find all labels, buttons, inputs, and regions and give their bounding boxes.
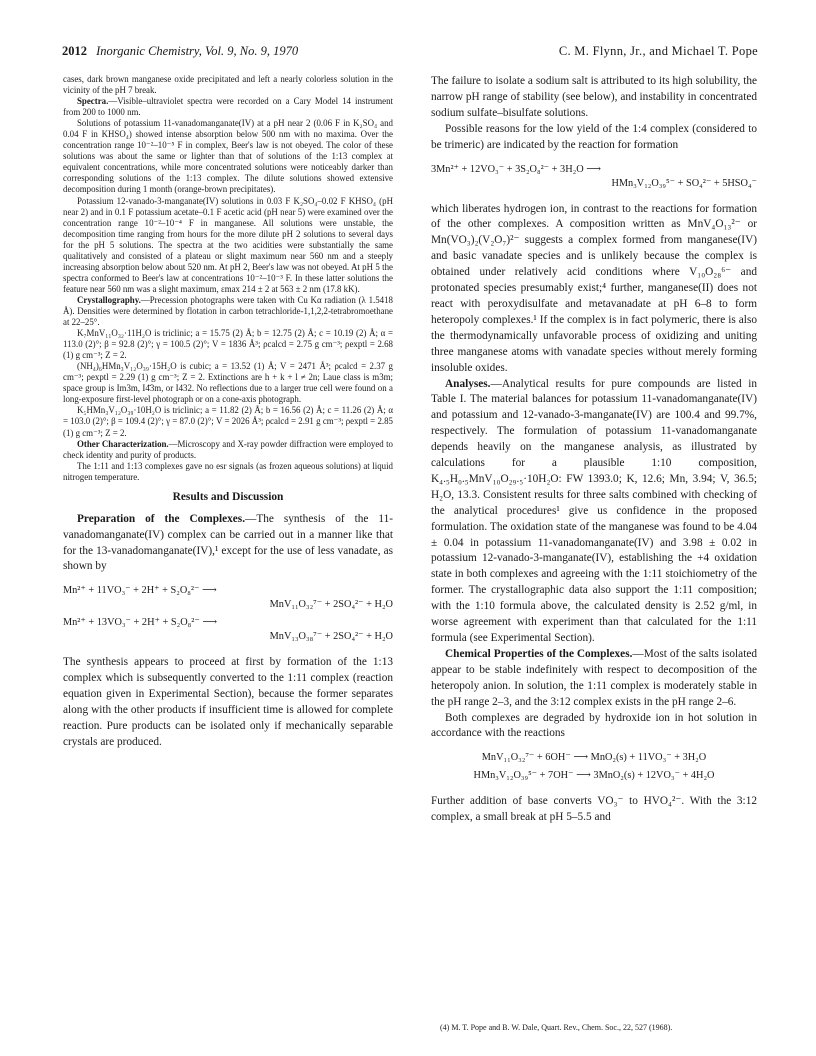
run-in-heading-analyses: Analyses. xyxy=(445,377,491,390)
paragraph: —The synthesis of the 11-vanadomanganate(IV) complex can be carried out in a manner like that for the 13-vanadomanganate(IV),¹ except for the use of less vanadate, as shown by xyxy=(63,512,393,573)
paragraph: Potassium 12-vanado-3-manganate(IV) solutions in 0.03 F K₂SO₄–0.02 F KHSO₄ (pH near 2) and in 0.1 F potassium acetate–0.1 F acetic acid (pH near 5) were examined over the concentration range 10⁻²–10⁻⁴ F in manganese. All solutions were unstable, the decomposition time ranging from hours for the more dilute pH 2 solutions to several days for the pH 5 solutions. The spectra at the two acidities were substantially the same qualitatively and consisted of a plateau or slight maximum near 560 nm and a steeply increasing absorption below about 520 nm. At pH 2, Beer's law was not obeyed. At pH 5 the spectra conformed to Beer's law at concentrations 10⁻²–10⁻³ F. In these latter solutions the feature near 560 nm was a slight maximum, εmax 214 ± 2 at 563 ± 2 nm (17.8 kK). xyxy=(63,195,393,294)
paragraph: cases, dark brown manganese oxide precipitated and left a nearly colorless solution in the vicinity of the pH 7 break. xyxy=(63,74,393,96)
paragraph: —Most of the salts isolated appear to be stable indefinitely with respect to decomposition of the heteropoly anion. In solution, the 1:11 complex is moderately stable in the pH range 2–3, and the 3:12 complex exists in the pH range 2–6. xyxy=(431,647,757,708)
paragraph: The synthesis appears to proceed at first by formation of the 1:13 complex which is subsequently converted to the 1:11 complex (reaction equation given in Experimental Section), because the former separates along with the other products if insufficient time is allowed for complete reaction. Pure products can be isolated only if mechanically separable crystals are produced. xyxy=(63,656,393,748)
paragraph: Further addition of base converts VO₃⁻ to HVO₄²⁻. With the 3:12 complex, a small break at pH 5–5.5 and xyxy=(431,795,757,824)
running-header xyxy=(62,44,758,62)
paragraph: —Analytical results for pure compounds are listed in Table I. The material balances for potassium 11-vanadomanganate(IV) and potassium and 12-vanado-3-manganate(IV) are 100.4 and 99.7%, respectively. The formulation of potassium 11-vanadomanganate depends heavily on the manganese analysis, as illustrated by calculations for a plausible 1:10 composition, K₄.₅H₀.₅MnV₁₀O₂₉.₅·10H₂O: FW 1393.0; K, 12.6; Mn, 3.94; V, 36.5; H₂O, 13.3. Consistent results for three salts combined with checking of the analytical procedures¹ give us confidence in the proposed formulation. The oxidation state of the manganese was found to be 4.04 ± 0.04 in potassium 11-vanadomanganate(IV) and 3.98 ± 0.02 in potassium 12-vanado-3-manganate(IV), establishing the +4 oxidation state in both complexes and agreeing with the 1:11 stoichiometry of the former. The crystallographic data also support the 1:11 composition; with the 1:10 formula above, the calculated density is 2.52 g/ml, in worse agreement with experiment than that calculated for the 1:11 formula (see Experimental Section). xyxy=(431,377,757,644)
equation: HMn₃V₁₂O₃₉⁵⁻ + SO₄²⁻ + 5HSO₄⁻ xyxy=(611,177,757,189)
paragraph: Possible reasons for the low yield of the 1:4 complex (considered to be trimeric) are indicated by the reaction for formation xyxy=(431,122,757,151)
crystal-data-1: K₇MnV₁₁O₃₂·11H₂O is triclinic; a = 15.75 (2) Å; b = 12.75 (2) Å; c = 10.19 (2) Å; α = 113.0 (2)°; β = 92.8 (2)°; γ = 100.5 (2)°; V = 1836 Å³; ρcalcd = 2.75 g cm⁻³; ρexptl = 2.68 (1) g cm⁻³; Z = 2. xyxy=(63,328,393,361)
crystal-data-3: K₅HMn₃V₁₂O₃₉·10H₂O is triclinic; a = 11.82 (2) Å; b = 16.56 (2) Å; c = 11.26 (2) Å; α = 103.0 (2)°; β = 109.4 (2)°; γ = 87.0 (2)°; V = 2026 Å³; ρcalcd = 2.91 g cm⁻³; ρexptl = 2.85 (1) g cm⁻³; Z = 2. xyxy=(63,405,393,438)
paragraph: which liberates hydrogen ion, in contrast to the reactions for formation of the other complexes. A composition written as MnV₄O₁₃²⁻ or Mn(VO₃)₂(V₂O₇)²⁻ suggests a complex formed from manganese(IV) and basic vanadate species and is unlikely because the complex is obtained under relatively acid conditions where V₁₀O₂₈⁶⁻ and protonated species presumably exist;⁴ further, manganese(II) does not react with peroxydisulfate and metavanadate at pH 6–8 to form heteropoly complexes.¹ If the complex is in fact polymeric, there is also the thermodynamically unfavorable process of oxidizing and uniting three manganese atoms with vanadate species without merely forming insoluble oxides. xyxy=(431,202,757,374)
footnote: (4) M. T. Pope and B. W. Dale, Quart. Rev., Chem. Soc., 22, 527 (1968). xyxy=(440,1023,673,1032)
equation: MnV₁₁O₃₂⁷⁻ + 2SO₄²⁻ + H₂O xyxy=(269,599,393,611)
equation-block xyxy=(63,584,393,644)
paragraph: —Precession photographs were taken with Cu Kα radiation (λ 1.5418 Å). Densities were determined by flotation in carbon tetrachloride-1,1,2,2-tetrabromoethane at 22–25°. xyxy=(63,294,393,328)
run-in-heading-crystallography: Crystallography. xyxy=(77,294,141,305)
paragraph: —Visible–ultraviolet spectra were recorded on a Cary Model 14 instrument from 200 to 1000 nm. xyxy=(63,96,393,118)
paragraph: The 1:11 and 1:13 complexes gave no esr signals (as frozen aqueous solutions) at liquid nitrogen temperature. xyxy=(63,460,393,482)
paragraph: —Microscopy and X-ray powder diffraction were employed to check identity and purity of products. xyxy=(63,438,393,460)
authors: C. M. Flynn, Jr., and Michael T. Pope xyxy=(558,44,758,58)
right-column xyxy=(431,74,757,826)
equation-block xyxy=(431,163,757,191)
equation-block xyxy=(431,751,757,783)
run-in-heading-preparation: Preparation of the Complexes. xyxy=(77,512,246,525)
equation: Mn²⁺ + 13VO₃⁻ + 2H⁺ + S₂O₈²⁻ ⟶ xyxy=(63,617,218,629)
page-number: 2012 xyxy=(62,44,87,58)
equation: MnV₁₃O₃₈⁷⁻ + 2SO₄²⁻ + H₂O xyxy=(269,631,393,643)
paragraph: The failure to isolate a sodium salt is attributed to its high solubility, the narrow pH range of stability (see below), and instability in concentrated sodium sulfate–bisulfate solutions. xyxy=(431,75,757,119)
equation: 3Mn²⁺ + 12VO₃⁻ + 3S₂O₈²⁻ + 3H₂O ⟶ xyxy=(431,163,601,175)
equation: Mn²⁺ + 11VO₃⁻ + 2H⁺ + S₂O₈²⁻ ⟶ xyxy=(63,585,217,597)
paragraph: Both complexes are degraded by hydroxide ion in hot solution in accordance with the reactions xyxy=(431,711,757,740)
run-in-heading-spectra: Spectra. xyxy=(77,96,109,107)
section-heading: Results and Discussion xyxy=(172,490,284,503)
equation: MnV₁₁O₃₂⁷⁻ + 6OH⁻ ⟶ MnO₂(s) + 11VO₃⁻ + 3H₂O xyxy=(481,752,707,764)
left-column xyxy=(63,74,393,751)
crystal-data-2: (NH₄)₆HMn₃V₁₂O₃₉·15H₂O is cubic; a = 13.52 (1) Å; V = 2471 Å³; ρcalcd = 2.37 g cm⁻³; ρexptl = 2.29 (1) g cm⁻³; Z = 2. Extinctions are h + k + l ≠ 2n; Laue class is m3m; space group is Im3m, I4̄3m, or I432. No reflections due to a larger true cell were found on a long-exposure first-level photograph or on a cone-axis photograph. xyxy=(63,361,393,405)
equation: HMn₃V₁₂O₃₉⁵⁻ + 7OH⁻ ⟶ 3MnO₂(s) + 12VO₃⁻ + 4H₂O xyxy=(473,770,715,782)
paragraph: Solutions of potassium 11-vanadomanganate(IV) at a pH near 2 (0.06 F in K₂SO₄ and 0.04 F in KHSO₄) showed intense absorption below 500 nm with no maxima. Over the concentration range 10⁻²–10⁻⁵ F in complex, Beer's law is not obeyed. The color of these solutions was about the same or lighter than that of solutions of the 1:13 complex at equivalent concentrations, while more concentrated solutions were noticeably darker than corresponding solutions of the 1:13 complex. The dilute solutions showed extensive decomposition during 1 month (orange-brown precipitates). xyxy=(63,118,393,195)
run-in-heading-chemical-properties: Chemical Properties of the Complexes. xyxy=(445,647,633,660)
run-in-heading-other: Other Characterization. xyxy=(77,438,169,449)
journal-citation: Inorganic Chemistry, Vol. 9, No. 9, 1970 xyxy=(96,44,299,58)
